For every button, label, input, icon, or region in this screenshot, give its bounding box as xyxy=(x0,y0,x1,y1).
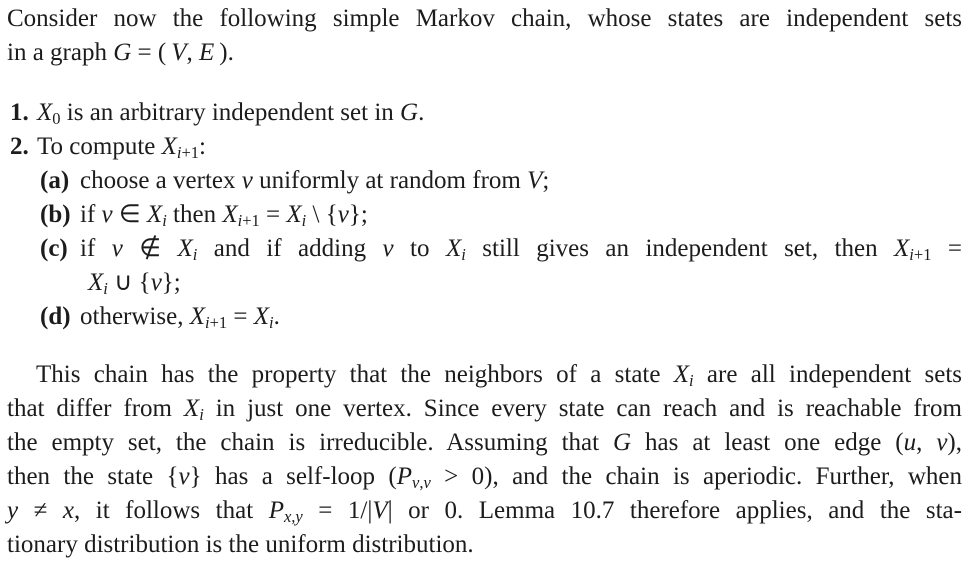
text-segment: . xyxy=(273,303,280,330)
text-segment: i xyxy=(269,312,274,332)
text-segment: X xyxy=(161,133,177,160)
text-segment: } has a self-loop ( xyxy=(189,463,397,490)
text-segment: | or 0. Lemma 10.7 therefore applies, and the sta- xyxy=(387,497,962,524)
discussion-line-3 xyxy=(7,426,962,460)
text-segment: v xyxy=(936,429,948,456)
text-segment: P xyxy=(268,497,284,524)
text-segment: are all independent sets xyxy=(693,361,962,388)
list-marker: (c) xyxy=(40,235,68,262)
step-2c xyxy=(7,232,962,266)
text-segment: choose a vertex xyxy=(80,167,242,194)
step-2b xyxy=(7,198,962,232)
text-segment: V xyxy=(171,39,187,66)
list-marker: 2. xyxy=(10,133,29,160)
text-segment: = ( xyxy=(131,39,172,66)
text-segment: if xyxy=(80,201,102,228)
text-segment: and if adding xyxy=(197,235,383,262)
text-segment: +1 xyxy=(209,312,228,332)
text-segment: ≠ xyxy=(18,497,63,524)
discussion-paragraph xyxy=(7,358,962,562)
text-segment: X xyxy=(88,269,104,296)
text-segment: i xyxy=(103,278,108,298)
text-segment: i xyxy=(461,244,466,264)
text-segment: x xyxy=(62,497,74,524)
text-segment: X xyxy=(445,235,462,262)
text-segment: ∈ xyxy=(112,201,147,228)
text-segment: > 0), and the chain is aperiodic. Further, when xyxy=(430,463,962,490)
text-segment: v xyxy=(101,201,113,228)
text-segment: X xyxy=(189,303,205,330)
text-segment: in just one vertex. Since every state can reach and is reachable from xyxy=(203,395,962,422)
text-segment: ), xyxy=(947,429,962,456)
text-segment: i xyxy=(237,210,243,230)
text-segment: G xyxy=(613,429,632,456)
text-segment: i xyxy=(909,244,914,264)
intro-line-1 xyxy=(7,2,962,36)
text-segment: . xyxy=(418,99,425,126)
discussion-line-1 xyxy=(7,358,962,392)
text-segment: , xyxy=(186,39,199,66)
text-segment: X xyxy=(894,235,910,262)
text-segment: then the state { xyxy=(7,463,179,490)
text-segment: , xyxy=(916,429,937,456)
step-2c-continuation xyxy=(7,266,962,300)
text-segment: X xyxy=(253,303,270,330)
text-segment: = 1/| xyxy=(302,497,373,524)
text-segment: otherwise, xyxy=(80,303,190,330)
text-segment: , xyxy=(419,472,424,492)
text-segment: y xyxy=(295,506,303,526)
text-segment: v xyxy=(423,472,431,492)
discussion-line-6 xyxy=(7,528,962,562)
discussion-line-4 xyxy=(7,460,962,494)
text-segment: }; xyxy=(161,269,181,296)
text-segment: the empty set, the chain is irreducible. Assuming that xyxy=(7,429,614,456)
text-segment: v xyxy=(382,235,394,262)
discussion-line-2 xyxy=(7,392,962,426)
markov-chain-steps-list xyxy=(7,96,962,334)
text-segment: X xyxy=(146,201,163,228)
text-segment: to xyxy=(393,235,446,262)
list-marker: 1. xyxy=(10,99,29,126)
text-segment: = xyxy=(931,235,962,262)
text-segment: +1 xyxy=(181,142,200,162)
list-marker: (b) xyxy=(40,201,71,228)
text-segment: if xyxy=(80,235,112,262)
text-segment: then xyxy=(166,201,223,228)
text-segment: i xyxy=(204,312,210,332)
text-segment: y xyxy=(7,497,19,524)
text-segment: x xyxy=(283,506,292,526)
text-segment: V xyxy=(527,167,543,194)
text-segment: This chain has the property that the neighbors of a state xyxy=(36,361,674,388)
step-2a xyxy=(7,164,962,198)
text-segment: X xyxy=(37,99,53,126)
text-segment: \ { xyxy=(306,201,338,228)
text-segment: }; xyxy=(348,201,368,228)
text-segment: V xyxy=(372,497,388,524)
text-segment: : xyxy=(199,133,206,160)
text-segment: ; xyxy=(542,167,550,194)
text-segment: To compute xyxy=(37,133,162,160)
step-2d xyxy=(7,300,962,334)
text-segment: i xyxy=(301,210,307,230)
text-segment: i xyxy=(199,404,204,424)
intro-line-2 xyxy=(7,36,962,70)
text-segment: P xyxy=(396,463,412,490)
text-segment: v xyxy=(111,235,123,262)
step-1 xyxy=(7,96,962,130)
text-segment: i xyxy=(689,370,694,390)
text-segment: 0 xyxy=(52,108,61,128)
text-segment: v xyxy=(150,269,162,296)
text-segment: in a graph xyxy=(7,39,114,66)
text-segment: u xyxy=(903,429,917,456)
text-segment: v xyxy=(241,167,253,194)
text-segment: X xyxy=(183,395,200,422)
text-segment: X xyxy=(177,235,193,262)
text-segment: +1 xyxy=(242,210,260,230)
text-segment: v xyxy=(412,472,420,492)
text-segment: X xyxy=(286,201,302,228)
text-segment: i xyxy=(162,210,167,230)
text-segment: +1 xyxy=(913,244,932,264)
text-segment: still gives an independent set, then xyxy=(465,235,895,262)
text-segment: , xyxy=(291,506,296,526)
text-segment: is an arbitrary independent set in xyxy=(60,99,401,126)
text-segment: , it follows that xyxy=(73,497,269,524)
list-marker: (a) xyxy=(40,167,70,194)
text-segment: uniformly at random from xyxy=(252,167,528,194)
text-segment: ∉ xyxy=(122,235,178,262)
text-segment: G xyxy=(113,39,132,66)
intro-paragraph xyxy=(7,2,962,70)
text-segment: v xyxy=(337,201,349,228)
text-segment: ∪ { xyxy=(107,269,151,296)
text-segment: i xyxy=(192,244,198,264)
discussion-line-5 xyxy=(7,494,962,528)
text-segment: = xyxy=(227,303,254,330)
text-segment: E xyxy=(199,39,215,66)
text-segment: Consider now the following simple Markov chain, whose states are independent sets xyxy=(7,5,962,32)
list-marker: (d) xyxy=(40,303,71,330)
text-segment: tionary distribution is the uniform distribution. xyxy=(7,531,474,558)
text-segment: X xyxy=(673,361,690,388)
text-segment: has at least one edge ( xyxy=(631,429,904,456)
text-segment: that differ from xyxy=(7,395,184,422)
text-segment: X xyxy=(222,201,238,228)
text-segment: G xyxy=(400,99,419,126)
step-2 xyxy=(7,130,962,164)
text-segment: v xyxy=(178,463,190,490)
text-segment: i xyxy=(176,142,182,162)
text-segment: ). xyxy=(214,39,234,66)
text-segment: = xyxy=(259,201,287,228)
